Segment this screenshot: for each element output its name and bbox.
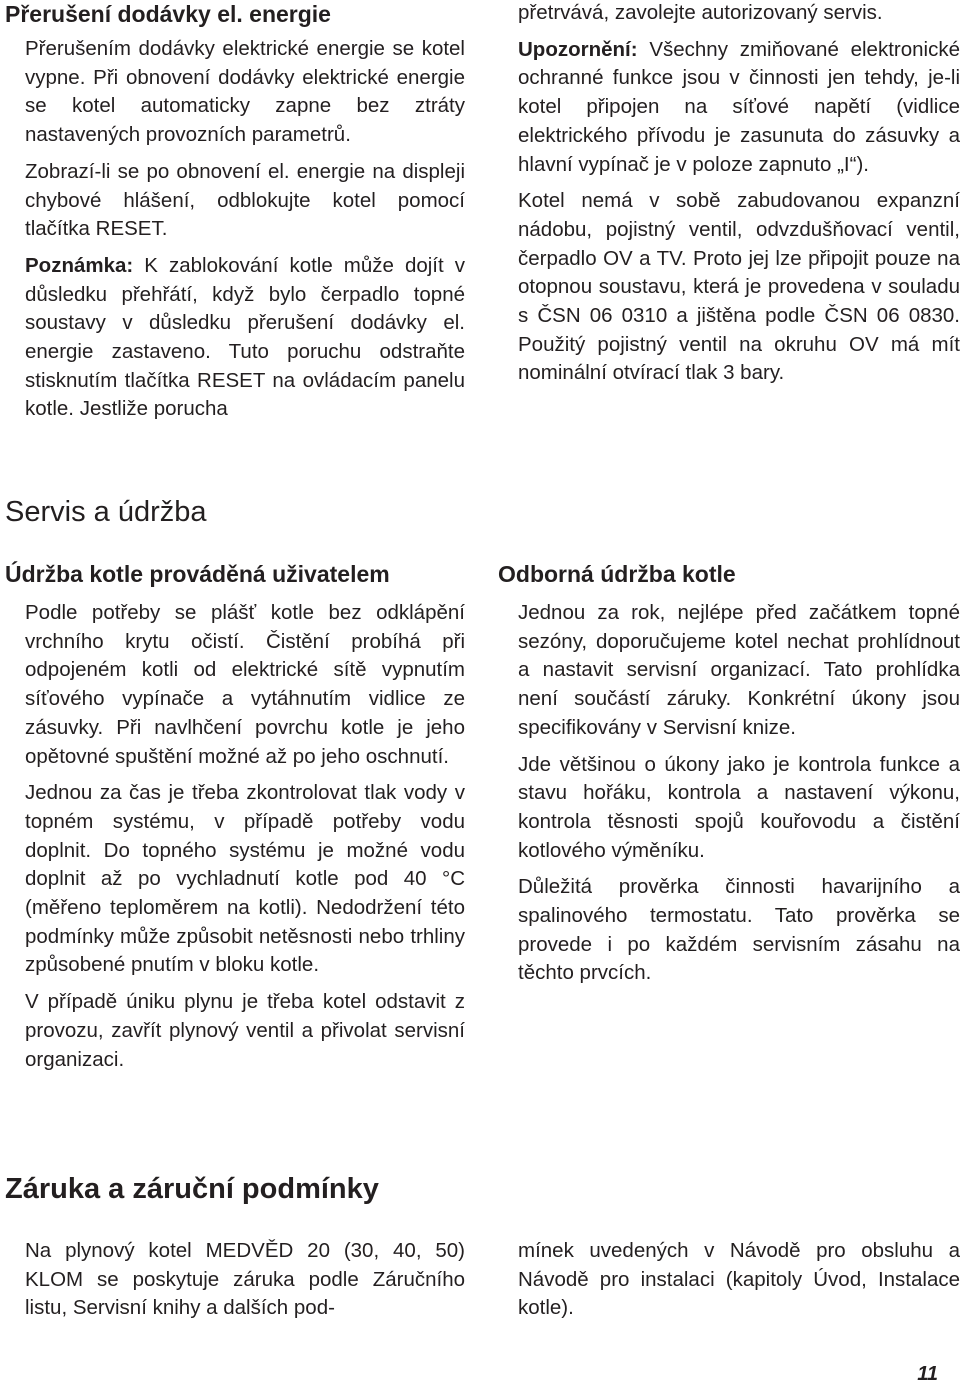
note-label: Poznámka: [25, 253, 134, 277]
note-text: K zablokování kotle může dojít v důsledku přehřátí, když bylo čerpadlo topné soustavy v důsledku přerušení dodávky el. energie zastaveno. Tuto poruchu odstraňte stisknutím tlačítka RESET na ovládacím panelu kotle. Jestliže porucha [25, 253, 465, 421]
section3-left-column [25, 1237, 465, 1323]
section-title-service: Servis a údržba [5, 496, 207, 528]
paragraph-pro-maint-2: Jde většinou o úkony jako je kontrola funkce a stavu hořáku, kontrola a nastavení výkonu, kontrola těsnosti spojů kouřovodu a čistění kotlového výměníku. [518, 752, 960, 862]
paragraph-pro-maint-3: Důležitá prověrka činnosti havarijního a spalinového termostatu. Tato prověrka se provede i po každém servisním zásahu na těchto prvcích. [518, 875, 960, 985]
paragraph-warranty-2: mínek uvedených v Návodě pro obsluhu a Návodě pro instalaci (kapitoly Úvod, Instalace kotle). [518, 1239, 960, 1320]
section2-left-column [5, 560, 465, 1074]
paragraph-user-maint-1: Podle potřeby se plášť kotle bez odklápění vrchního krytu očistí. Čistění probíhá při odpojeném kotli od elektrické sítě vypnutím síťového vypínače a vytáhnutím vidlice ze zásuvky. Při navlhčení povrchu kotle je jeho opětovné spuštění možné až po jeho oschnutí. [25, 601, 465, 768]
section1-right-column [518, 0, 960, 388]
subheading-user-maintenance: Údržba kotle prováděná uživatelem [5, 561, 390, 587]
paragraph-pro-maint-1: Jednou za rok, nejlépe před začátkem topné sezóny, doporučujeme kotel nechat prohlídnout a nastavit servisní organizací. Tato prohlídka není součástí záruky. Konkrétní úkony jsou specifikovány v Servisní knize. [518, 601, 960, 739]
paragraph-warranty-1: Na plynový kotel MEDVĚD 20 (30, 40, 50) KLOM se poskytuje záruka podle Záručního listu, Servisní knihy a dalších pod- [25, 1239, 465, 1320]
section2-right-column [498, 560, 960, 988]
subheading-professional-maintenance: Odborná údržba kotle [498, 561, 736, 587]
paragraph-user-maint-3: V případě úniku plynu je třeba kotel odstavit z provozu, zavřít plynový ventil a přivolat servisní organizaci. [25, 990, 465, 1071]
warning-label: Upozornění: [518, 37, 638, 61]
section3-right-column [518, 1237, 960, 1323]
paragraph-warning [518, 36, 960, 180]
paragraph-outage-2: Zobrazí-li se po obnovení el. energie na displeji chybové hlášení, odblokujte kotel pomocí tlačítka RESET. [25, 159, 465, 241]
paragraph-note-continued: přetrvává, zavolejte autorizovaný servis. [518, 1, 883, 24]
section1-left-column [5, 0, 465, 424]
paragraph-expansion: Kotel nemá v sobě zabudovanou expanzní nádobu, pojistný ventil, odvzdušňovací ventil, čerpadlo OV a TV. Proto jej lze připojit pouze na otopnou soustavu, která je provedena v souladu s ČSN 06 0310 a jištěna podle ČSN 06 0830. Použitý pojistný ventil na okruhu OV má mít nominální otvírací tlak 3 bary. [518, 189, 960, 385]
page-number: 11 [917, 1363, 938, 1385]
paragraph-user-maint-2: Jednou za čas je třeba zkontrolovat tlak vody v topném systému, v případě potřeby vodu doplnit. Do topného systému je možné vodu doplnit až po vychladnutí kotle pod 40 °C (měřeno teploměrem na kotli). Nedodržení této podmínky může způsobit netěsnosti nebo trhliny způsobené pnutím v bloku kotle. [25, 781, 465, 977]
paragraph-outage-1: Přerušením dodávky elektrické energie se kotel vypne. Při obnovení dodávky elektrické energie se kotel automaticky zapne bez ztráty nastavených provozních parametrů. [25, 37, 465, 147]
section-title-warranty: Záruka a záruční podmínky [5, 1173, 379, 1205]
heading-power-outage: Přerušení dodávky el. energie [5, 1, 331, 27]
paragraph-note [25, 252, 465, 424]
warning-text: Všechny zmiňované elektronické ochranné funkce jsou v činnosti jen tehdy, je-li kotel připojen na síťové napětí (vidlice elektrického přívodu je zasunuta do zásuvky a hlavní vypínač je v poloze zapnuto „I“). [518, 37, 960, 176]
